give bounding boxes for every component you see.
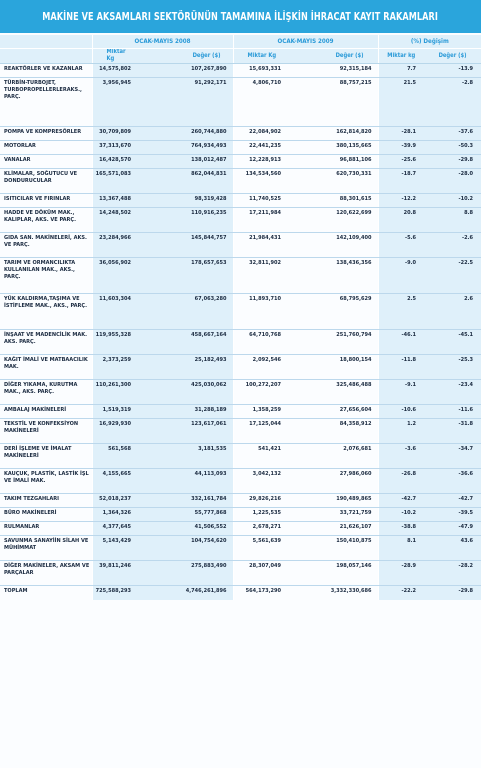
row-sector-name: TÜRBİN-TURBOJET, TURBOPROPELLERLERAKS., PARÇ. [0, 78, 92, 127]
cell-change-value: -39.5 [424, 508, 481, 522]
cell-value-2008: 275,883,490 [137, 561, 233, 586]
cell-value-2009: 96,881,106 [287, 155, 378, 169]
table-row [0, 419, 481, 444]
group-header-2008: OCAK-MAYIS 2008 [92, 35, 233, 49]
cell-qty-2009: 21,984,431 [233, 233, 287, 258]
cell-change-qty: -10.6 [378, 405, 424, 419]
row-sector-name: BÜRO MAKİNELERİ [0, 508, 92, 522]
cell-value-2009: 142,109,400 [287, 233, 378, 258]
cell-qty-2009: 17,125,044 [233, 419, 287, 444]
cell-qty-2008: 36,056,902 [92, 258, 137, 294]
cell-qty-2009: 4,806,710 [233, 78, 287, 127]
cell-change-value: -42.7 [424, 494, 481, 508]
group-header-row [0, 35, 481, 49]
table-row [0, 469, 481, 494]
table-body [0, 64, 481, 601]
cell-change-value: -22.5 [424, 258, 481, 294]
table-row [0, 155, 481, 169]
row-sector-name: RULMANLAR [0, 522, 92, 536]
cell-qty-2009: 541,421 [233, 444, 287, 469]
sub-header-blank [0, 49, 92, 64]
cell-value-2009: 620,730,331 [287, 169, 378, 194]
sub-header-qty-change: Miktar kg [378, 49, 424, 64]
cell-change-qty: 7.7 [378, 64, 424, 78]
table-row [0, 141, 481, 155]
cell-change-qty: -11.8 [378, 355, 424, 380]
cell-change-value: -13.9 [424, 64, 481, 78]
cell-change-qty: -9.1 [378, 380, 424, 405]
export-figures-table [0, 35, 481, 600]
cell-value-2008: 458,667,164 [137, 330, 233, 355]
row-sector-name: TARIM VE ORMANCILIKTA KULLANILAN MAK., AKS., PARÇ. [0, 258, 92, 294]
group-header-2009: OCAK-MAYIS 2009 [233, 35, 378, 49]
row-sector-name: GIDA SAN. MAKİNELERİ, AKS. VE PARÇ. [0, 233, 92, 258]
sub-header-value-2009: Değer ($) [287, 49, 378, 64]
cell-qty-2009: 2,092,546 [233, 355, 287, 380]
cell-change-value: -2.8 [424, 78, 481, 127]
row-sector-name: DİĞER MAKİNELER, AKSAM VE PARÇALAR [0, 561, 92, 586]
table-row [0, 508, 481, 522]
row-sector-name: TAKIM TEZGAHLARI [0, 494, 92, 508]
cell-change-qty: -26.8 [378, 469, 424, 494]
cell-change-qty: -18.7 [378, 169, 424, 194]
cell-qty-2008: 561,568 [92, 444, 137, 469]
cell-qty-2008: 1,519,319 [92, 405, 137, 419]
cell-qty-2009: 2,678,271 [233, 522, 287, 536]
cell-value-2009: 3,332,330,686 [330, 588, 372, 595]
row-sector-name: SAVUNMA SANAYİİN SİLAH VE MÜHİMMAT [0, 536, 92, 561]
cell-value-2008: 91,292,171 [137, 78, 233, 127]
cell-value-2009: 33,721,759 [287, 508, 378, 522]
row-sector-name: HADDE VE DÖKÜM MAK., KALIPLAR, AKS. VE PARÇ. [0, 208, 92, 233]
row-sector-name: YÜK KALDIRMA,TAŞIMA VE İSTİFLEME MAK., AKS., PARÇ. [0, 294, 92, 330]
cell-change-qty: -9.0 [378, 258, 424, 294]
table-row [0, 561, 481, 586]
cell-value-2008: 260,744,880 [137, 127, 233, 141]
row-sector-name: AMBALAJ MAKİNELERİ [0, 405, 92, 419]
cell-qty-2009: 11,893,710 [233, 294, 287, 330]
cell-value-2009: 2,076,681 [287, 444, 378, 469]
table-row [0, 355, 481, 380]
cell-value-2008: 55,777,868 [137, 508, 233, 522]
cell-qty-2008: 52,018,237 [92, 494, 137, 508]
cell-change-value: -47.9 [424, 522, 481, 536]
cell-value-2008: 67,063,280 [137, 294, 233, 330]
sub-header-qty-2009: Miktar Kg [233, 49, 287, 64]
cell-value-2008: 31,288,189 [137, 405, 233, 419]
cell-change-value: -34.7 [424, 444, 481, 469]
cell-change-value: -36.6 [424, 469, 481, 494]
cell-change-value: -11.6 [424, 405, 481, 419]
total-row [0, 586, 481, 601]
cell-value-2008: 862,044,831 [137, 169, 233, 194]
cell-qty-2008: 23,284,966 [92, 233, 137, 258]
cell-value-2009: 120,622,699 [287, 208, 378, 233]
sub-header-value-change: Değer ($) [424, 49, 481, 64]
cell-qty-2008: 3,956,945 [92, 78, 137, 127]
cell-value-2008: 123,617,061 [137, 419, 233, 444]
cell-qty-2009: 3,042,132 [233, 469, 287, 494]
group-header-blank [0, 35, 92, 49]
row-sector-name: İNŞAAT VE MADENCİLİK MAK. AKS. PARÇ. [0, 330, 92, 355]
cell-value-2008: 178,657,653 [137, 258, 233, 294]
cell-change-qty: -28.1 [378, 127, 424, 141]
cell-change-qty: -39.9 [378, 141, 424, 155]
cell-change-value: -10.2 [424, 194, 481, 208]
cell-value-2009: 18,800,154 [287, 355, 378, 380]
table-row [0, 330, 481, 355]
table-row [0, 194, 481, 208]
table-title: MAKİNE VE AKSAMLARI SEKTÖRÜNÜN TAMAMINA İLİŞKİN İHRACAT KAYIT RAKAMLARI [42, 10, 439, 23]
sub-header-qty-2008: Miktar Kg [92, 49, 137, 64]
cell-value-2009: 380,135,665 [287, 141, 378, 155]
cell-qty-2008: 11,603,304 [92, 294, 137, 330]
cell-qty-2009: 64,710,768 [233, 330, 287, 355]
cell-value-2008: 145,844,757 [137, 233, 233, 258]
cell-qty-2008: 4,155,665 [92, 469, 137, 494]
cell-change-qty: -38.8 [378, 522, 424, 536]
cell-change-value: 2.6 [424, 294, 481, 330]
cell-value-2009: 251,760,794 [287, 330, 378, 355]
table-row [0, 64, 481, 78]
cell-value-2009: 150,410,875 [287, 536, 378, 561]
cell-qty-2009: 134,534,560 [233, 169, 287, 194]
cell-change-qty: -22.2 [378, 586, 424, 601]
cell-qty-2009: 564,173,290 [233, 586, 287, 601]
cell-qty-2009: 100,272,207 [233, 380, 287, 405]
cell-value-2009: 198,057,146 [287, 561, 378, 586]
cell-qty-2009: 1,225,535 [233, 508, 287, 522]
cell-value-2008: 138,012,487 [137, 155, 233, 169]
cell-qty-2008: 16,428,570 [92, 155, 137, 169]
cell-value-2009: 190,489,865 [287, 494, 378, 508]
cell-qty-2009: 17,211,984 [233, 208, 287, 233]
table-row [0, 78, 481, 127]
cell-qty-2008: 110,261,300 [92, 380, 137, 405]
row-sector-name: KLİMALAR, SOĞUTUCU VE DONDURUCULAR [0, 169, 92, 194]
cell-qty-2009: 29,826,216 [233, 494, 287, 508]
table-row [0, 405, 481, 419]
cell-change-qty: -5.6 [378, 233, 424, 258]
cell-qty-2008: 165,571,083 [92, 169, 137, 194]
cell-change-qty: -25.6 [378, 155, 424, 169]
table-row [0, 258, 481, 294]
table-row [0, 380, 481, 405]
row-sector-name: REAKTÖRLER VE KAZANLAR [0, 64, 92, 78]
cell-change-value: -23.4 [424, 380, 481, 405]
cell-change-value: -31.8 [424, 419, 481, 444]
cell-change-value: -29.8 [424, 155, 481, 169]
cell-qty-2008: 1,364,326 [92, 508, 137, 522]
row-sector-name: MOTORLAR [0, 141, 92, 155]
cell-change-value: -25.3 [424, 355, 481, 380]
row-sector-name: POMPA VE KOMPRESÖRLER [0, 127, 92, 141]
cell-value-2008: 104,754,620 [137, 536, 233, 561]
cell-change-qty: -3.6 [378, 444, 424, 469]
cell-qty-2009: 5,561,639 [233, 536, 287, 561]
cell-value-2008: 4,746,261,896 [137, 586, 233, 601]
cell-value-2009: 68,795,629 [287, 294, 378, 330]
cell-qty-2009: 1,358,259 [233, 405, 287, 419]
table-title-bar [0, 0, 481, 33]
row-sector-name: VANALAR [0, 155, 92, 169]
cell-qty-2009: 22,441,235 [233, 141, 287, 155]
cell-qty-2009: 28,307,049 [233, 561, 287, 586]
cell-qty-2008: 13,367,488 [92, 194, 137, 208]
cell-value-2008: 25,182,493 [137, 355, 233, 380]
cell-value-2009: 88,301,615 [287, 194, 378, 208]
cell-change-qty: 21.5 [378, 78, 424, 127]
cell-qty-2008: 4,377,645 [92, 522, 137, 536]
cell-change-qty: -28.9 [378, 561, 424, 586]
cell-value-2009: 21,626,107 [287, 522, 378, 536]
cell-qty-2008: 37,313,670 [92, 141, 137, 155]
row-sector-name: DERİ İŞLEME VE İMALAT MAKİNELERİ [0, 444, 92, 469]
cell-qty-2008: 119,955,328 [92, 330, 137, 355]
cell-change-value: -28.2 [424, 561, 481, 586]
table-row [0, 294, 481, 330]
cell-change-value: -50.3 [424, 141, 481, 155]
table-row [0, 208, 481, 233]
cell-change-qty: 2.5 [378, 294, 424, 330]
cell-value-2008: 98,319,428 [137, 194, 233, 208]
cell-value-2008: 110,916,235 [137, 208, 233, 233]
sub-header-value-2008: Değer ($) [137, 49, 233, 64]
cell-qty-2008: 5,143,429 [92, 536, 137, 561]
cell-change-qty: -10.2 [378, 508, 424, 522]
cell-change-qty: 20.8 [378, 208, 424, 233]
sub-header-row [0, 49, 481, 64]
cell-change-qty: -12.2 [378, 194, 424, 208]
cell-change-value: -29.8 [424, 586, 481, 601]
cell-value-2008: 41,506,552 [137, 522, 233, 536]
cell-value-2009: 27,656,604 [287, 405, 378, 419]
row-sector-name: ISITICILAR VE FIRINLAR [0, 194, 92, 208]
cell-qty-2009: 22,084,902 [233, 127, 287, 141]
row-sector-name: TOPLAM [4, 588, 28, 595]
table-row [0, 522, 481, 536]
cell-change-value: -28.0 [424, 169, 481, 194]
table-row [0, 169, 481, 194]
cell-qty-2009: 11,740,525 [233, 194, 287, 208]
cell-qty-2008: 14,575,802 [92, 64, 137, 78]
table-row [0, 494, 481, 508]
cell-change-value: -2.6 [424, 233, 481, 258]
cell-qty-2009: 15,693,331 [233, 64, 287, 78]
cell-qty-2008: 725,588,293 [92, 586, 137, 601]
cell-value-2009: 88,757,215 [287, 78, 378, 127]
cell-value-2008: 44,113,093 [137, 469, 233, 494]
row-sector-name: TEKSTİL VE KONFEKSİYON MAKİNELERİ [0, 419, 92, 444]
cell-qty-2008: 39,811,246 [92, 561, 137, 586]
row-sector-name: KAĞIT İMALİ VE MATBAACILIK MAK. [0, 355, 92, 380]
row-sector-name: KAUÇUK, PLASTİK, LASTİK İŞL VE İMALİ MAK. [0, 469, 92, 494]
table-row [0, 127, 481, 141]
cell-value-2009: 84,358,912 [287, 419, 378, 444]
cell-change-value: 8.8 [424, 208, 481, 233]
cell-change-value: -45.1 [424, 330, 481, 355]
table-row [0, 444, 481, 469]
cell-change-qty: -46.1 [378, 330, 424, 355]
cell-qty-2008: 14,248,502 [92, 208, 137, 233]
cell-value-2008: 332,161,784 [137, 494, 233, 508]
cell-qty-2008: 2,373,259 [92, 355, 137, 380]
cell-qty-2009: 32,811,902 [233, 258, 287, 294]
cell-value-2008: 107,267,890 [137, 64, 233, 78]
cell-value-2008: 425,030,062 [137, 380, 233, 405]
cell-change-qty: 1.2 [378, 419, 424, 444]
cell-value-2009: 92,315,184 [287, 64, 378, 78]
cell-value-2009: 27,986,060 [287, 469, 378, 494]
cell-value-2009: 325,486,488 [287, 380, 378, 405]
cell-value-2009: 138,436,356 [287, 258, 378, 294]
cell-value-2008: 764,934,493 [137, 141, 233, 155]
cell-qty-2009: 12,228,913 [233, 155, 287, 169]
row-sector-name: DİĞER YIKAMA, KURUTMA MAK., AKS. PARÇ. [0, 380, 92, 405]
group-header-change: (%) Değişim [378, 35, 481, 49]
cell-change-value: -37.6 [424, 127, 481, 141]
table-row [0, 233, 481, 258]
cell-change-qty: -42.7 [378, 494, 424, 508]
cell-qty-2008: 30,709,809 [92, 127, 137, 141]
cell-value-2009: 162,814,820 [287, 127, 378, 141]
table-row [0, 536, 481, 561]
cell-change-value: 43.6 [424, 536, 481, 561]
cell-change-qty: 8.1 [378, 536, 424, 561]
cell-value-2008: 3,181,535 [137, 444, 233, 469]
cell-qty-2008: 16,929,930 [92, 419, 137, 444]
